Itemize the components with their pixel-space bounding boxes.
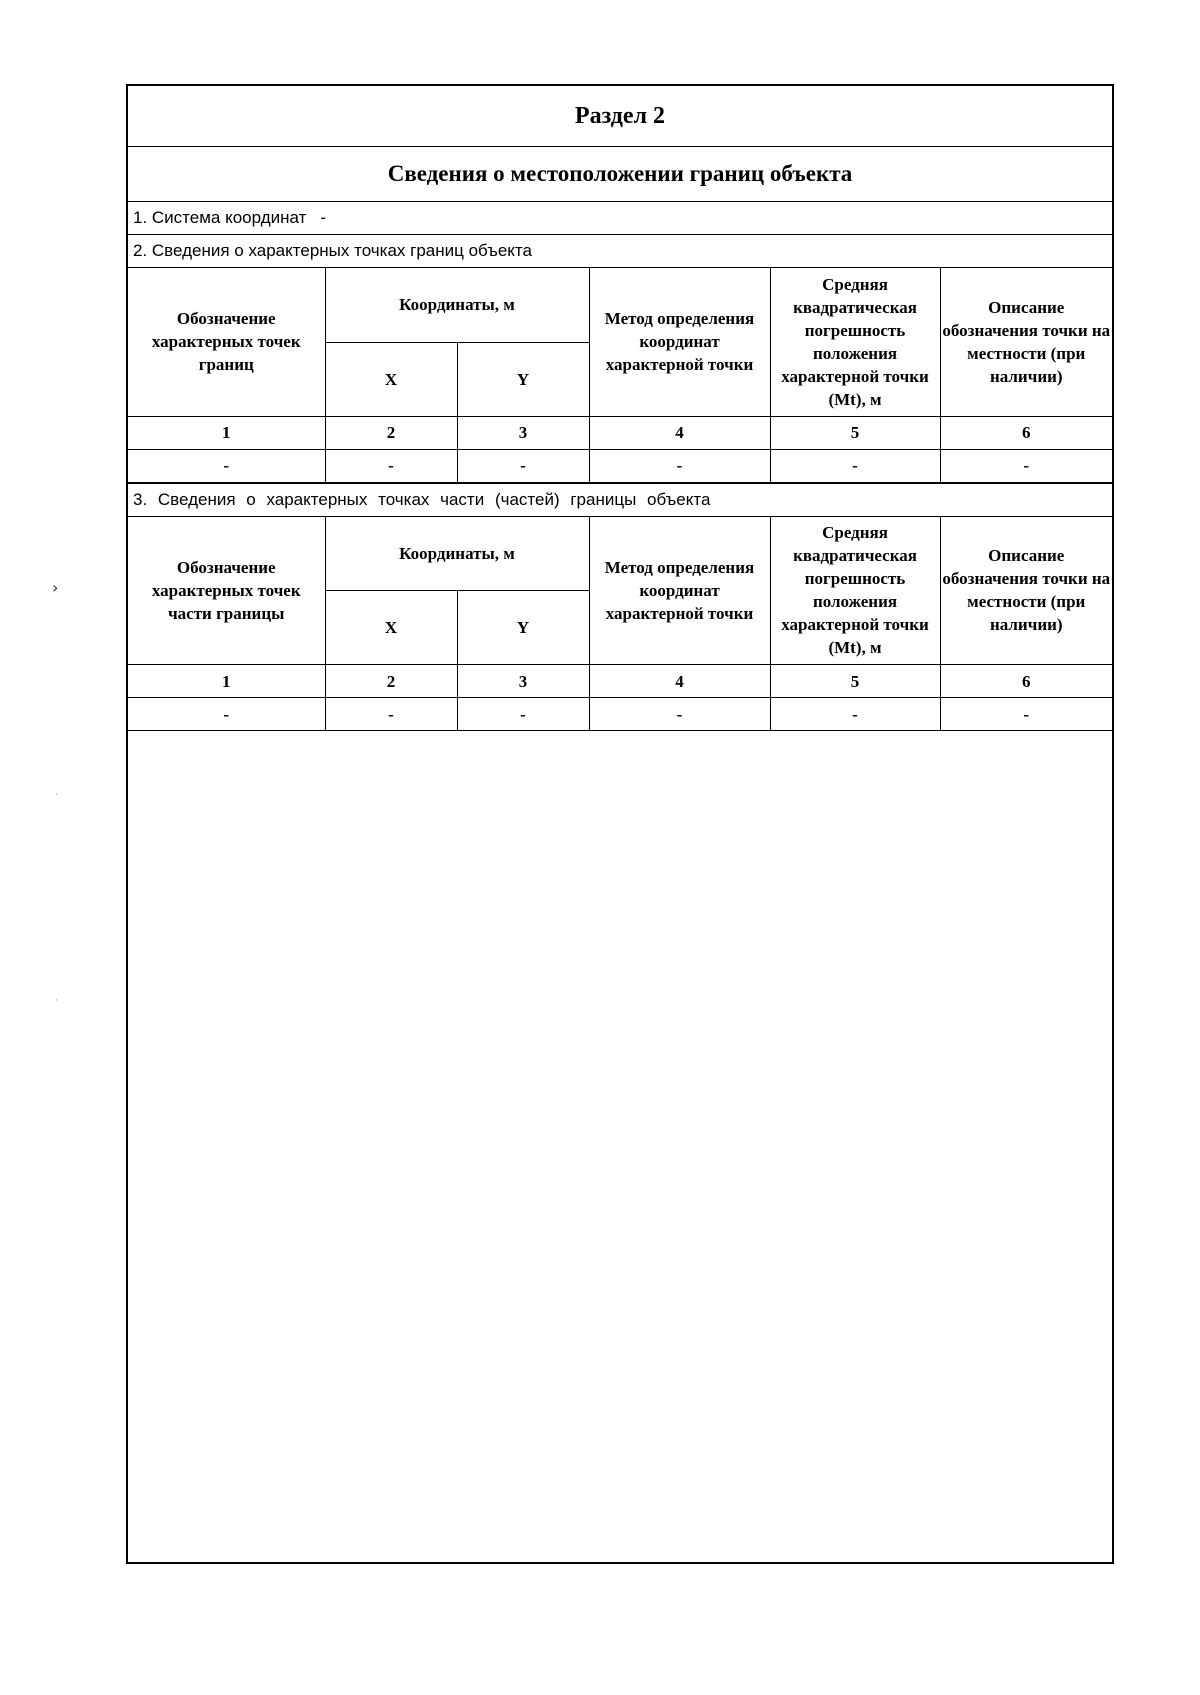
table2-header-coordinates: Координаты, м bbox=[325, 517, 589, 591]
table2-colnum: 4 bbox=[589, 665, 770, 698]
table2-caption: 3. Сведения о характерных точках части (частей) границы объекта bbox=[128, 483, 1112, 517]
table2-colnum: 6 bbox=[940, 665, 1112, 698]
table1-header-coordinates: Координаты, м bbox=[325, 268, 589, 342]
section-title: Раздел 2 bbox=[128, 86, 1112, 147]
table2-colnum: 5 bbox=[770, 665, 940, 698]
section-heading: Сведения о местоположении границ объекта bbox=[128, 147, 1112, 202]
table1-colnum: 1 bbox=[128, 416, 325, 449]
table2-colnum: 1 bbox=[128, 665, 325, 698]
table1 bbox=[128, 268, 1112, 483]
table1-cell: - bbox=[770, 449, 940, 482]
table1-header-x: X bbox=[325, 342, 457, 416]
table1-cell: - bbox=[940, 449, 1112, 482]
table1-colnum: 3 bbox=[457, 416, 589, 449]
coord-system-value: - bbox=[320, 208, 327, 227]
scan-mark: · bbox=[55, 996, 58, 1006]
table2-colnum: 3 bbox=[457, 665, 589, 698]
table1-header-method: Метод определения координат характерной точки bbox=[589, 268, 770, 416]
table2-cell: - bbox=[589, 698, 770, 731]
table2-cell: - bbox=[457, 698, 589, 731]
table1-colnum: 2 bbox=[325, 416, 457, 449]
table1-header-point-designation: Обозначение характерных точек границ bbox=[128, 268, 325, 416]
document-frame bbox=[126, 84, 1114, 1564]
table2-header-accuracy: Средняя квадратическая погрешность положения характерной точки (Mt), м bbox=[770, 517, 940, 665]
table2-header-description: Описание обозначения точки на местности (при наличии) bbox=[940, 517, 1112, 665]
table1-caption: 2. Сведения о характерных точках границ объекта bbox=[128, 235, 1112, 268]
table2-cell: - bbox=[325, 698, 457, 731]
table2-header-point-designation: Обозначение характерных точек части границы bbox=[128, 517, 325, 665]
scan-mark: › bbox=[52, 578, 59, 597]
table2-header-x: X bbox=[325, 591, 457, 665]
table1-header-description: Описание обозначения точки на местности (при наличии) bbox=[940, 268, 1112, 416]
table1-colnum: 6 bbox=[940, 416, 1112, 449]
table2-header-y: Y bbox=[457, 591, 589, 665]
coord-system-row bbox=[128, 202, 1112, 235]
table1-cell: - bbox=[457, 449, 589, 482]
table1-cell: - bbox=[128, 449, 325, 482]
table2 bbox=[128, 517, 1112, 732]
table2-cell: - bbox=[128, 698, 325, 731]
table1-header-y: Y bbox=[457, 342, 589, 416]
table1-cell: - bbox=[325, 449, 457, 482]
table2-cell: - bbox=[940, 698, 1112, 731]
table1-colnum: 4 bbox=[589, 416, 770, 449]
table2-cell: - bbox=[770, 698, 940, 731]
scan-mark: · bbox=[55, 790, 58, 800]
table1-header-accuracy: Средняя квадратическая погрешность положения характерной точки (Mt), м bbox=[770, 268, 940, 416]
table2-header-method: Метод определения координат характерной точки bbox=[589, 517, 770, 665]
table1-colnum: 5 bbox=[770, 416, 940, 449]
coord-system-label: 1. Система координат bbox=[133, 208, 307, 227]
table1-cell: - bbox=[589, 449, 770, 482]
table2-colnum: 2 bbox=[325, 665, 457, 698]
